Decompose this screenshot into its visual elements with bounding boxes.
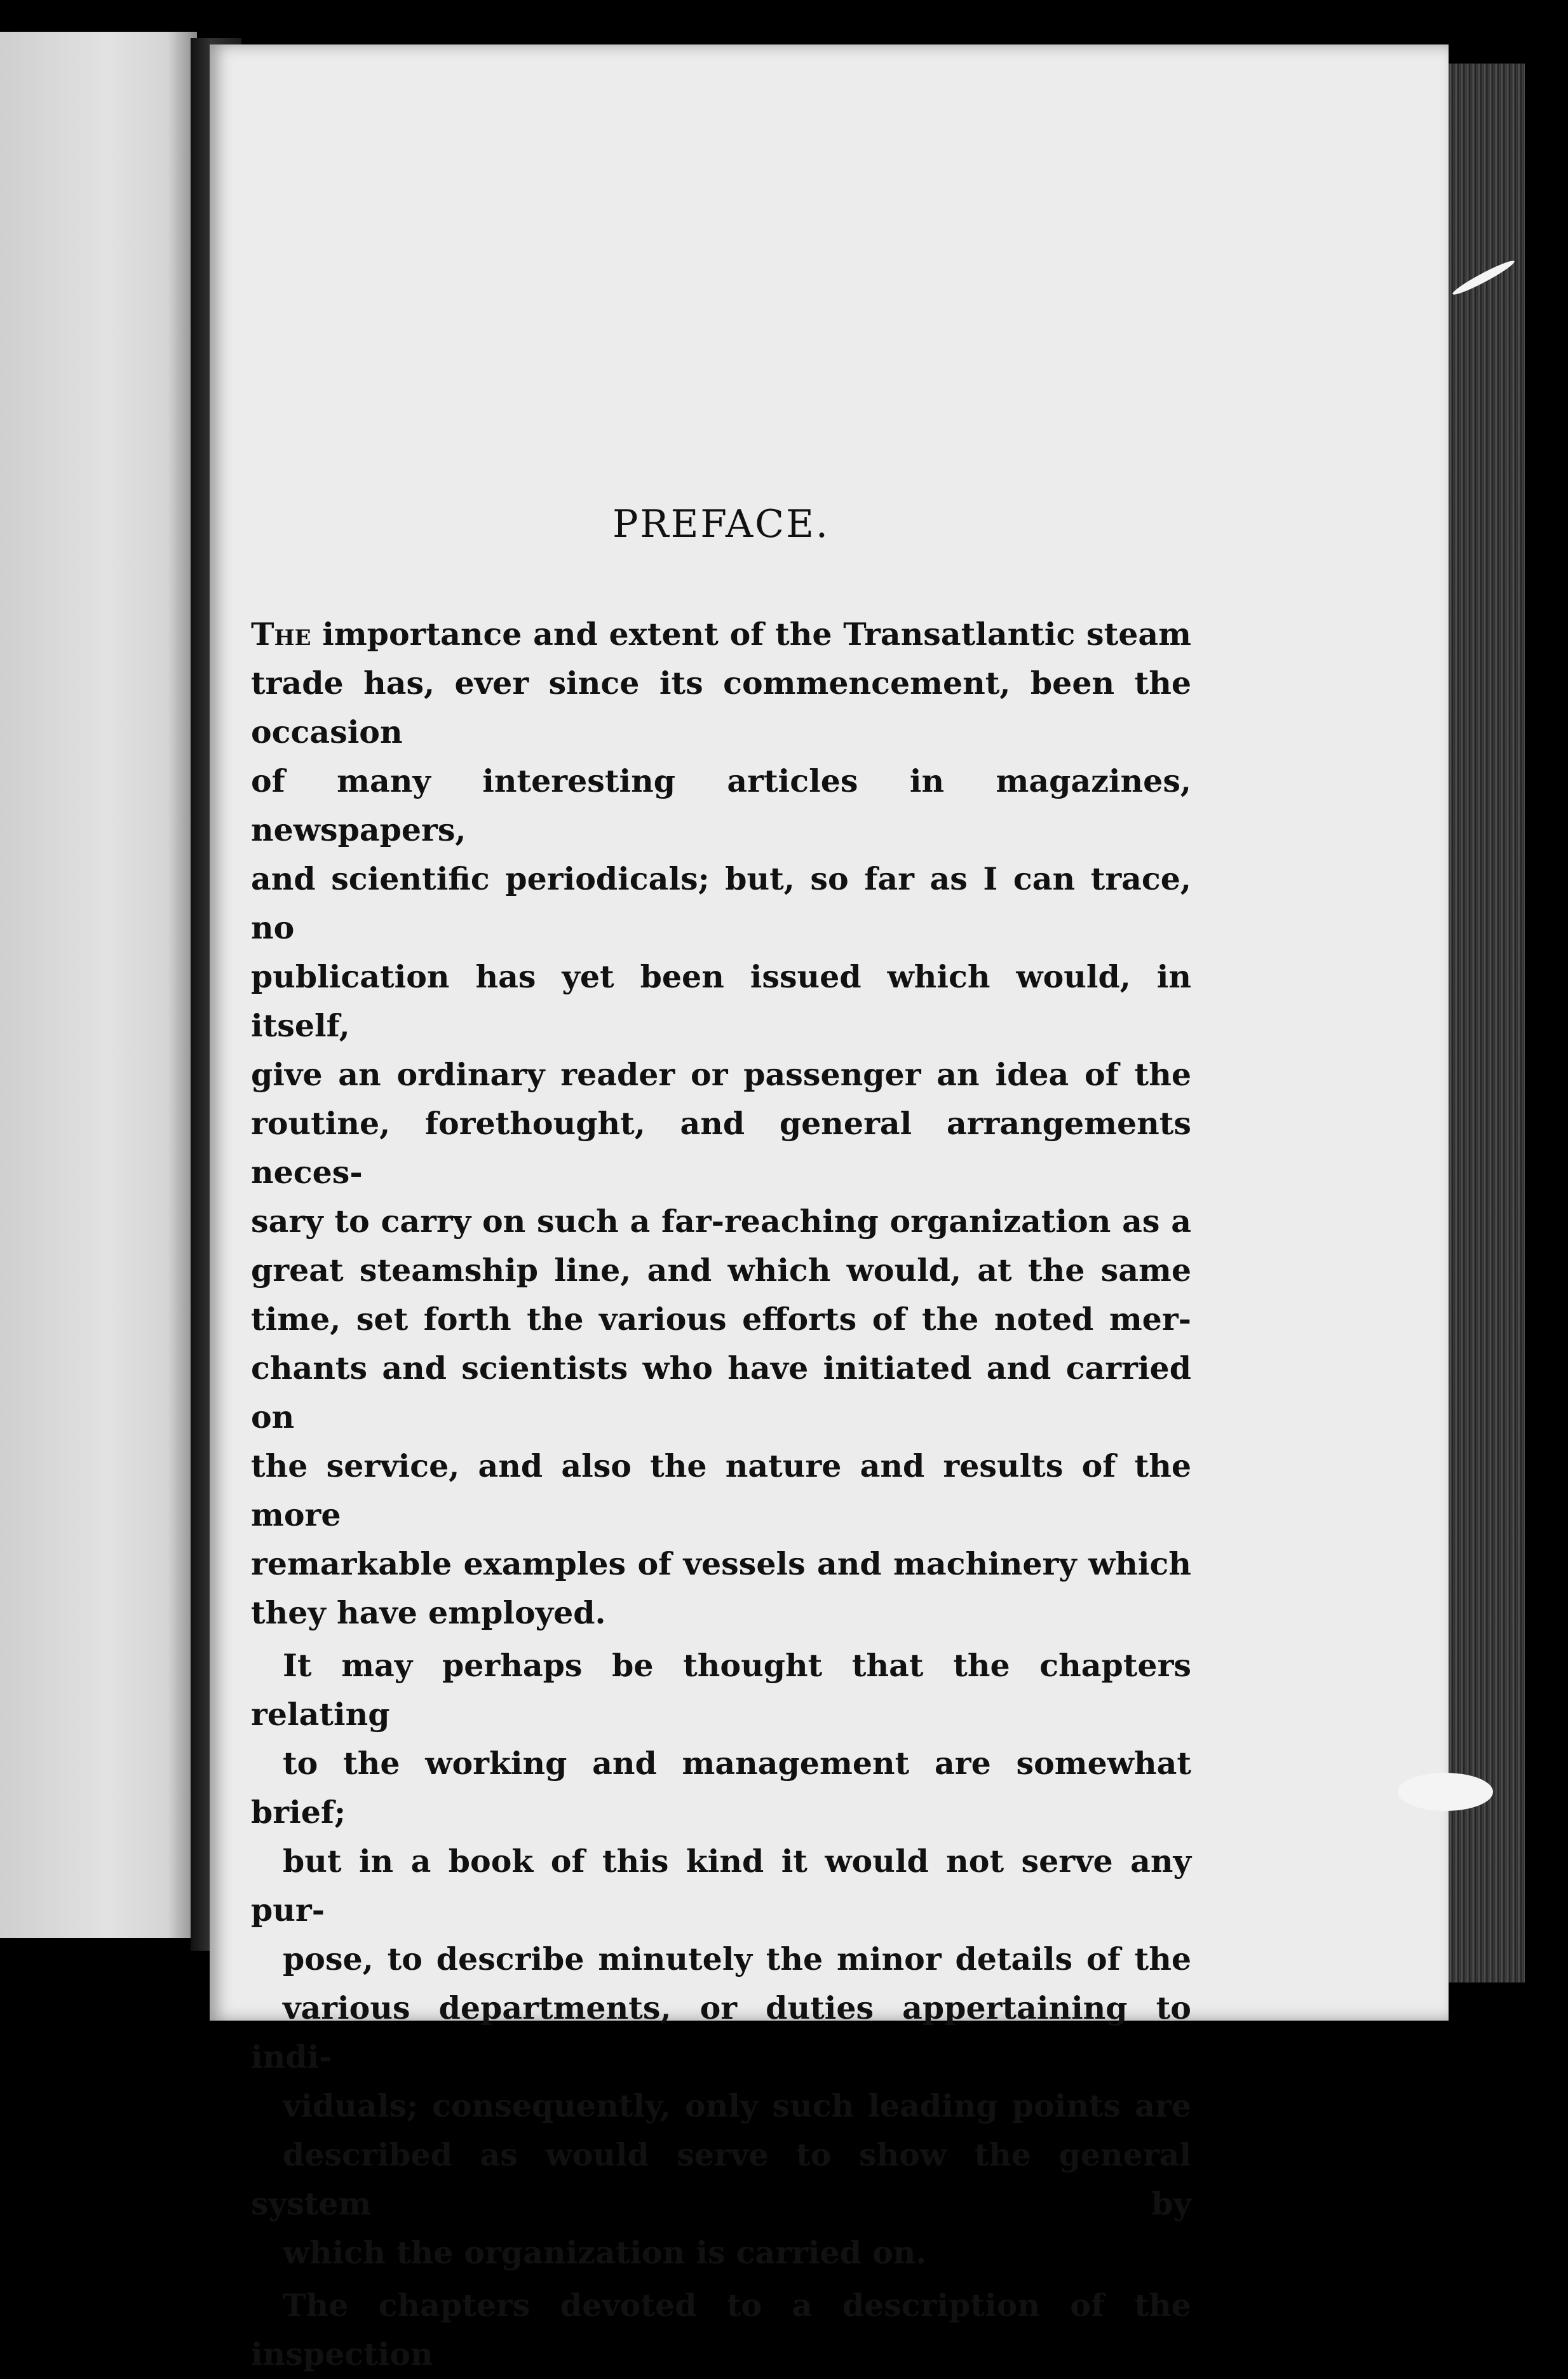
text-line: give an ordinary reader or passenger an idea of the <box>251 1056 1191 1093</box>
text-line <box>251 610 1191 659</box>
text-line: pose, to describe minutely the minor details of the <box>283 1941 1191 1977</box>
text-line: which the organization is carried on. <box>283 2234 927 2271</box>
page-blemish <box>1398 1773 1493 1811</box>
text-line: of many interesting articles in magazines, newspapers, <box>251 762 1191 848</box>
text-line: chants and scientists who have initiated and carried on <box>251 1350 1191 1435</box>
text-line: viduals; consequently, only such leading points are <box>283 2087 1191 2124</box>
lead-word: The <box>251 616 311 653</box>
text-line: time, set forth the various efforts of the noted mer- <box>251 1301 1191 1338</box>
facing-page <box>0 32 197 1938</box>
paragraph-1 <box>251 610 1191 1637</box>
text-line: publication has yet been issued which would, in itself, <box>251 958 1191 1044</box>
text-line: remarkable examples of vessels and machinery which <box>251 1545 1191 1582</box>
text-line: to the working and management are somewhat brief; <box>251 1745 1191 1831</box>
paragraph-3 <box>251 2281 1191 2379</box>
text-line: routine, forethought, and general arrangements neces- <box>251 1105 1191 1191</box>
text-line: but in a book of this kind it would not serve any pur- <box>251 1843 1191 1928</box>
text-line: great steamship line, and which would, at the same <box>251 1252 1191 1289</box>
text-line: the service, and also the nature and results of the more <box>251 1447 1191 1533</box>
text-line: and scientific periodicals; but, so far as I can trace, no <box>251 860 1191 946</box>
text-line: they have employed. <box>251 1594 606 1631</box>
line-text: importance and extent of the Transatlantic steam <box>322 616 1192 653</box>
text-line: It may perhaps be thought that the chapters relating <box>251 1647 1191 1733</box>
paragraph-2 <box>251 1641 1191 2277</box>
page-title: PREFACE. <box>612 502 830 546</box>
page-text <box>251 502 1191 2379</box>
text-line: various departments, or duties appertaining to indi- <box>251 1989 1191 2075</box>
text-line: sary to carry on such a far-reaching organization as a <box>251 1203 1191 1240</box>
text-line: trade has, ever since its commencement, been the occasion <box>251 665 1191 750</box>
text-line: described as would serve to show the general system by <box>251 2136 1191 2222</box>
text-line: The chapters devoted to a description of the inspection <box>251 2287 1191 2373</box>
